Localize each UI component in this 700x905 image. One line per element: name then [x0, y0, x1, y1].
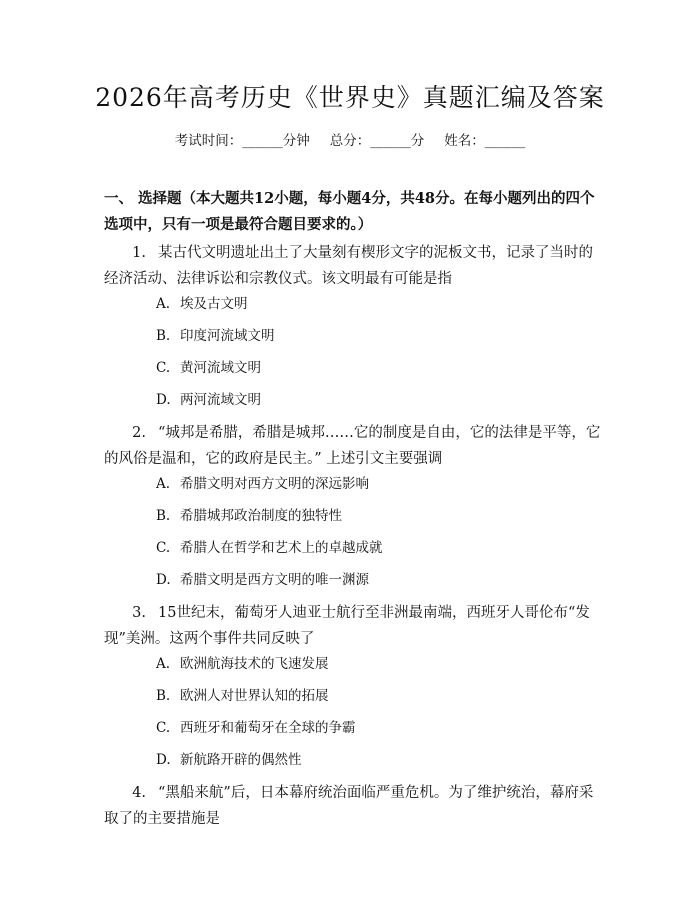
option-label: D. [156, 392, 171, 408]
question-3-option-b [156, 686, 329, 706]
question-3 [104, 600, 604, 652]
question-3-option-a [156, 654, 329, 674]
question-2-option-b [156, 506, 342, 526]
option-text: 黄河流域文明 [180, 360, 261, 376]
question-text: 15世纪末，葡萄牙人迪亚士航行至非洲最南端，西班牙人哥伦布“发现”美洲。这两个事件共同反映了 [104, 605, 590, 647]
option-text: 欧洲人对世界认知的拓展 [180, 688, 329, 704]
option-text: 希腊文明对西方文明的深远影响 [180, 476, 369, 492]
option-label: D. [156, 572, 171, 588]
question-3-option-c [156, 718, 356, 738]
question-number: 1. [132, 245, 146, 261]
option-text: 希腊人在哲学和艺术上的卓越成就 [180, 540, 383, 556]
question-number: 3. [132, 605, 146, 621]
exam-time-field: 考试时间：______分钟 [174, 133, 310, 149]
option-text: 欧洲航海技术的飞速发展 [180, 656, 329, 672]
question-2-option-d [156, 570, 369, 590]
option-label: A. [156, 296, 171, 312]
option-label: A. [156, 656, 171, 672]
question-4 [104, 780, 604, 832]
option-label: A. [156, 476, 171, 492]
question-2 [104, 420, 604, 472]
question-2-option-a [156, 474, 369, 494]
question-text: “城邦是希腊，希腊是城邦……它的制度是自由，它的法律是平等，它的风俗是温和，它的政府是民主。” 上述引文主要强调 [104, 425, 601, 467]
question-1-option-c [156, 358, 261, 378]
option-label: B. [156, 328, 171, 344]
question-1-option-d [156, 390, 261, 410]
option-text: 印度河流域文明 [180, 328, 275, 344]
exam-score-field: 总分：______分 [329, 133, 425, 149]
option-text: 希腊文明是西方文明的唯一渊源 [180, 572, 369, 588]
option-label: B. [156, 508, 171, 524]
option-label: D. [156, 752, 171, 768]
exam-meta [0, 131, 700, 151]
option-text: 西班牙和葡萄牙在全球的争霸 [180, 720, 356, 736]
question-1-option-b [156, 326, 275, 346]
option-text: 埃及古文明 [180, 296, 248, 312]
question-number: 2. [132, 425, 146, 441]
option-label: B. [156, 688, 171, 704]
question-1-option-a [156, 294, 248, 314]
question-text: 某古代文明遗址出土了大量刻有楔形文字的泥板文书，记录了当时的经济活动、法律诉讼和宗教仪式。该文明最有可能是指 [104, 245, 593, 287]
section-heading: 一、 选择题（本大题共12小题，每小题4分，共48分。在每小题列出的四个选项中，只有一项是最符合题目要求的。） [104, 190, 595, 233]
question-text: “黑船来航”后，日本幕府统治面临严重危机。为了维护统治，幕府采取了的主要措施是 [104, 785, 594, 827]
option-text: 两河流域文明 [180, 392, 261, 408]
option-label: C. [156, 720, 171, 736]
option-text: 新航路开辟的偶然性 [180, 752, 302, 768]
option-text: 希腊城邦政治制度的独特性 [180, 508, 342, 524]
option-label: C. [156, 360, 171, 376]
question-2-option-c [156, 538, 383, 558]
question-number: 4. [132, 785, 146, 801]
document-title: 2026年高考历史《世界史》真题汇编及答案 [95, 83, 605, 112]
option-label: C. [156, 540, 171, 556]
question-3-option-d [156, 750, 302, 770]
question-1 [104, 240, 604, 292]
exam-name-field: 姓名：______ [444, 133, 526, 149]
